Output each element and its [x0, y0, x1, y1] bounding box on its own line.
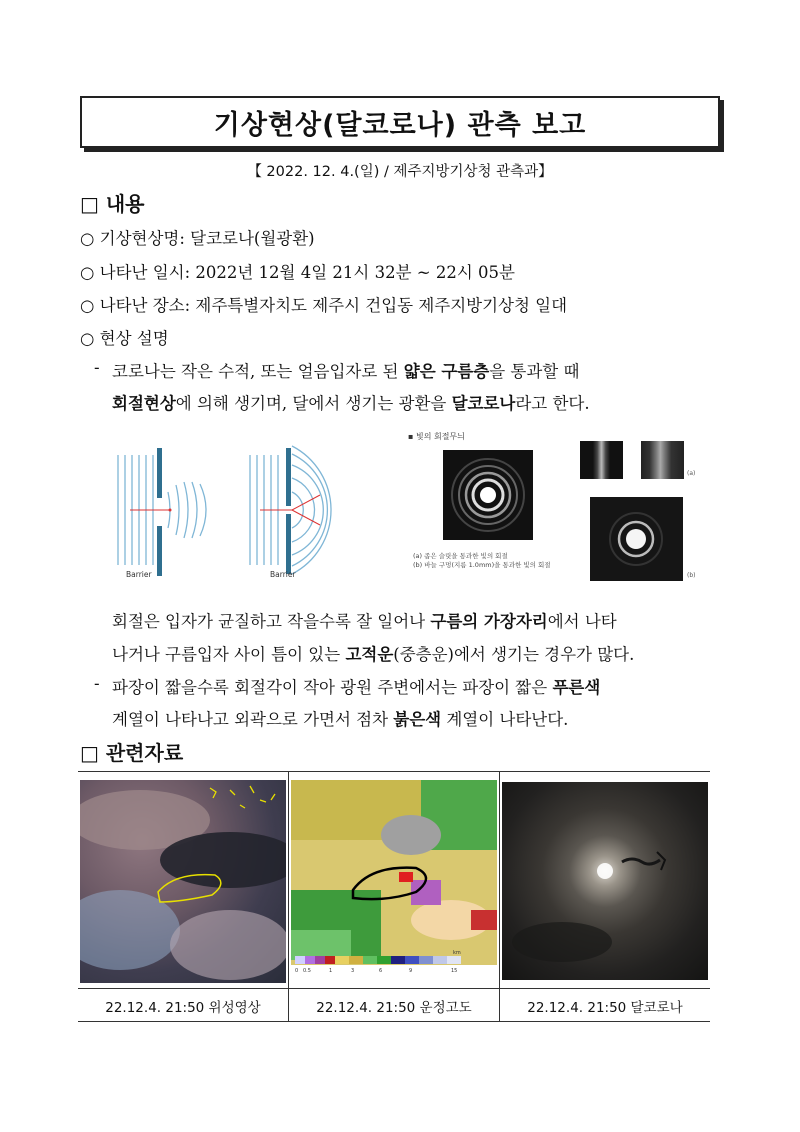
- legend-tick: 9: [409, 968, 413, 974]
- pinhole-pattern-image: [590, 497, 683, 581]
- desc3-line1: 파장이 짧을수록 회절각이 작아 광원 주변에서는 파장이 짧은 푸른색: [112, 678, 601, 697]
- desc3-dash: -: [94, 674, 100, 693]
- section-heading-related: □ 관련자료: [80, 741, 184, 765]
- caption-a: (a) 좁은 슬릿을 통과한 빛의 회절: [413, 552, 508, 560]
- caption-moon-corona: 22.12.4. 21:50 달코로나: [527, 1000, 683, 1016]
- moon-corona-photo: [502, 782, 708, 980]
- caption-cloud-top-height: 22.12.4. 21:50 운정고도: [316, 1000, 472, 1016]
- legend-tick: 6: [379, 968, 383, 974]
- column-divider: [288, 772, 289, 1021]
- desc1-line1: 코로나는 작은 수적, 또는 얼음입자로 된 얇은 구름층을 통과할 때: [112, 362, 580, 381]
- legend-tick: 3: [351, 968, 355, 974]
- report-title: 기상현상(달코로나) 관측 보고: [213, 109, 587, 141]
- slit-pattern-image-2: [641, 441, 684, 479]
- slit-pattern-image-1: [580, 441, 623, 479]
- label-b: (b): [687, 572, 696, 579]
- item-location: ○ 나타난 장소: 제주특별자치도 제주시 건입동 제주지방기상청 일대: [80, 296, 568, 315]
- barrier-label-1: Barrier: [126, 570, 152, 579]
- column-divider: [499, 772, 500, 1021]
- satellite-image: [80, 780, 286, 983]
- barrier-label-2: Barrier: [270, 570, 296, 579]
- desc3-line2: 계열이 나타나고 외곽으로 가면서 점차 붉은색 계열이 나타난다.: [112, 710, 569, 729]
- legend-tick: 15: [451, 968, 458, 974]
- section-heading-content: □ 내용: [80, 192, 145, 216]
- diffraction-captions: [413, 552, 551, 570]
- legend-unit: km: [453, 950, 461, 956]
- related-images-table: [78, 771, 710, 1022]
- barrier-diffraction-diagram: [110, 440, 370, 580]
- report-title-box: [80, 96, 720, 148]
- desc1-line2: 회절현상에 의해 생기며, 달에서 생기는 광환을 달코로나라고 한다.: [112, 394, 590, 413]
- diffraction-figure-title: ▪ 빛의 회절무늬: [408, 432, 465, 441]
- item-phenomenon-name: ○ 기상현상명: 달코로나(월광환): [80, 229, 315, 248]
- report-subtitle: 【 2022. 12. 4.(일) / 제주지방기상청 관측과】: [247, 164, 553, 180]
- row-divider: [78, 988, 710, 989]
- legend-tick: 0: [295, 968, 299, 974]
- legend-tick: 0.5: [303, 968, 311, 974]
- label-a: (a): [687, 470, 696, 477]
- desc2-line1: 회절은 입자가 균질하고 작을수록 잘 일어나 구름의 가장자리에서 나타: [112, 612, 617, 631]
- desc2-line2: 나거나 구름입자 사이 틈이 있는 고적운(중층운)에서 생기는 경우가 많다.: [112, 645, 635, 664]
- item-description-label: ○ 현상 설명: [80, 329, 169, 348]
- caption-b: (b) 바늘 구멍(지름 1.0mm)을 통과한 빛의 회절: [413, 561, 551, 569]
- desc1-dash: -: [94, 358, 100, 377]
- diffraction-pattern-slit-image: [443, 450, 533, 540]
- item-date-time: ○ 나타난 일시: 2022년 12월 4일 21시 32분 ~ 22시 05분: [80, 263, 515, 282]
- cloud-top-height-image: [291, 780, 497, 983]
- caption-satellite: 22.12.4. 21:50 위성영상: [105, 1000, 261, 1016]
- legend-tick: 1: [329, 968, 333, 974]
